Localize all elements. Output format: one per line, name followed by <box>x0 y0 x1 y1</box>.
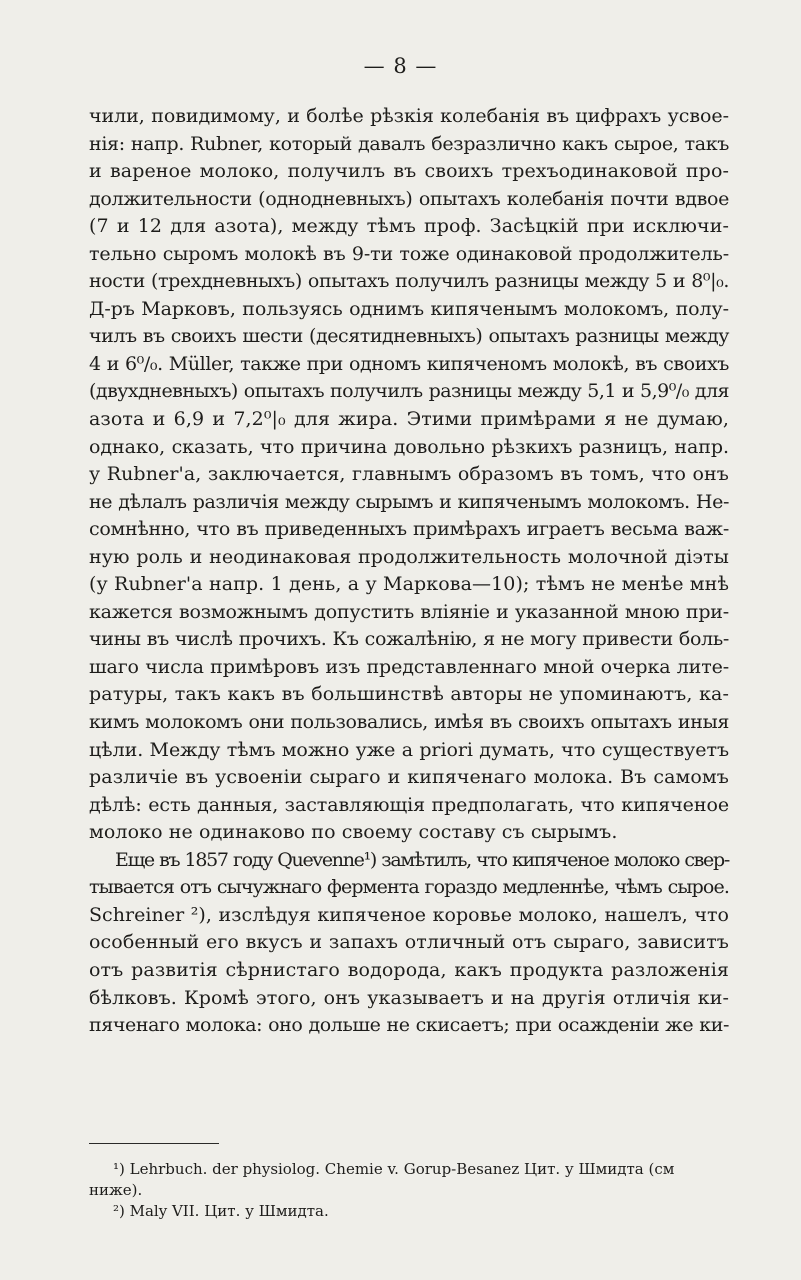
text-line: Schreiner ²), изслѣдуя кипяченое коровье молоко, нашелъ, что <box>89 903 729 926</box>
text-line: и вареное молоко, получилъ въ своихъ трехъодинаковой про- <box>89 160 729 183</box>
footnote-2: ²) Maly VII. Цит. у Шмидта. <box>113 1202 329 1220</box>
text-line: (7 и 12 для азота), между тѣмъ проф. Засѣцкій при исключи- <box>89 215 729 238</box>
text-line: пяченаго молока: оно дольше не скисаетъ; при осажденіи же ки- <box>89 1014 729 1037</box>
text-line: ную роль и неодинаковая продолжительность молочной діэты <box>89 545 729 568</box>
text-line: особенный его вкусъ и запахъ отличный отъ сыраго, зависитъ <box>89 931 729 954</box>
text-line: не дѣлалъ различія между сырымъ и кипяченымъ молокомъ. Не- <box>89 490 729 513</box>
text-line: сомнѣнно, что въ приведенныхъ примѣрахъ играетъ весьма важ- <box>89 518 729 541</box>
footnote-1: ¹) Lehrbuch. der physiolog. Chemie v. Gorup-Besanez Цит. у Шмидта (см <box>113 1160 675 1178</box>
text-line: нія: напр. Rubner, который давалъ безразлично какъ сырое, такъ <box>89 132 729 155</box>
text-line: азота и 6,9 и 7,2⁰|₀ для жира. Этими примѣрами я не думаю, <box>89 408 729 431</box>
text-line: кимъ молокомъ они пользовались, имѣя въ своихъ опытахъ иныя <box>89 711 729 734</box>
paragraph-end-line: молоко не одинаково по своему составу съ сырымъ. <box>89 821 618 844</box>
footnote-1-continuation: ниже). <box>89 1181 143 1199</box>
text-line: тывается отъ сычужнаго фермента гораздо медленнѣе, чѣмъ сырое. <box>89 876 729 899</box>
text-line: кажется возможнымъ допустить вліяніе и указанной мною при- <box>89 600 729 623</box>
text-line: тельно сыромъ молокѣ въ 9-ти тоже одинаковой продолжитель- <box>89 242 729 265</box>
text-line: Д-ръ Марковъ, пользуясь однимъ кипяченымъ молокомъ, полу- <box>89 297 729 320</box>
text-line: шаго числа примѣровъ изъ представленнаго мной очерка лите- <box>89 655 729 678</box>
text-line: однако, сказать, что причина довольно рѣзкихъ разницъ, напр. <box>89 435 729 458</box>
footnotes <box>89 1159 737 1222</box>
text-line: чилъ въ своихъ шести (десятидневныхъ) опытахъ разницы между <box>89 325 729 348</box>
text-line: различіе въ усвоеніи сыраго и кипяченаго молока. Въ самомъ <box>89 766 729 789</box>
text-line: у Rubner'а, заключается, главнымъ образомъ въ томъ, что онъ <box>89 463 729 486</box>
text-line: 4 и 6⁰/₀. Müller, также при одномъ кипяченомъ молокѣ, въ своихъ <box>89 352 729 375</box>
text-line: (у Rubner'а напр. 1 день, а у Маркова—10); тѣмъ не менѣе мнѣ <box>89 573 729 596</box>
text-line: должительности (однодневныхъ) опытахъ колебанія почти вдвое <box>89 187 729 210</box>
text-line: ратуры, такъ какъ въ большинствѣ авторы не упоминаютъ, ка- <box>89 683 729 706</box>
text-line: ности (трехдневныхъ) опытахъ получилъ разницы между 5 и 8⁰|₀. <box>89 270 729 293</box>
text-line: чили, повидимому, и болѣе рѣзкія колебанія въ цифрахъ усвое- <box>89 105 729 127</box>
text-line: (двухдневныхъ) опытахъ получилъ разницы между 5,1 и 5,9⁰/₀ для <box>89 380 729 403</box>
text-line: отъ развитія сѣрнистаго водорода, какъ продукта разложенія <box>89 958 729 981</box>
body-text <box>89 103 729 1040</box>
page-number: — 8 — <box>363 54 438 78</box>
paragraph-start-line: Еще въ 1857 году Quevenne¹) замѣтилъ, что кипяченое молоко свер- <box>115 848 729 871</box>
text-line: цѣли. Между тѣмъ можно уже a priori думать, что существуетъ <box>89 738 729 761</box>
text-line: дѣлѣ: есть данныя, заставляющія предполагать, что кипяченое <box>89 793 729 816</box>
footnote-divider <box>89 1143 219 1144</box>
text-line: чины въ числѣ прочихъ. Къ сожалѣнію, я не могу привести боль- <box>89 628 729 651</box>
text-line: бѣлковъ. Кромѣ этого, онъ указываетъ и на другія отличія ки- <box>89 986 729 1009</box>
